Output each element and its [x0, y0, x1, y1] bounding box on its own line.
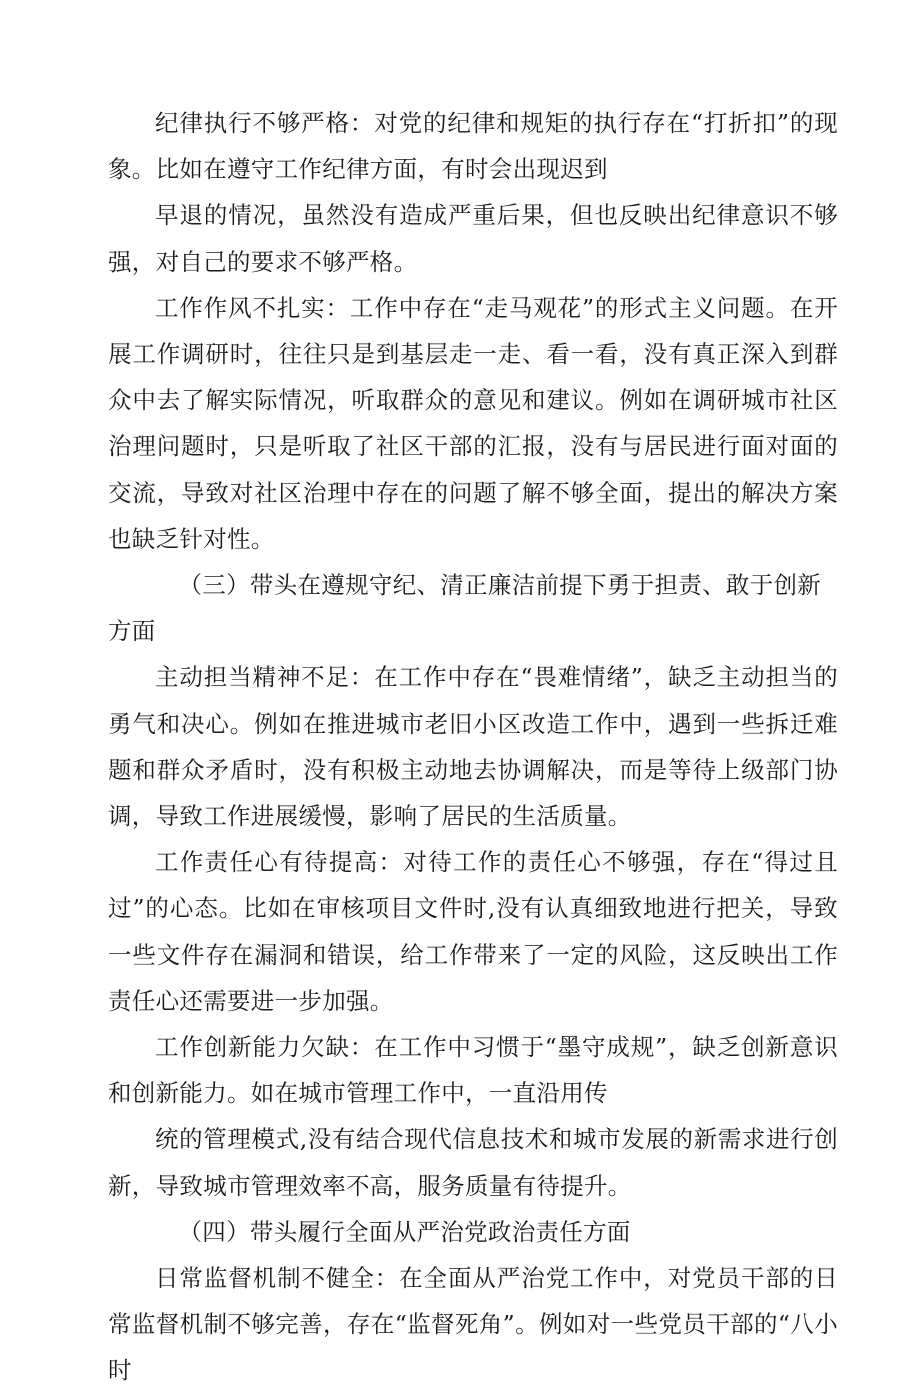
paragraph-discipline-1: 纪律执行不够严格：对党的纪律和规矩的执行存在“打折扣”的现象。比如在遵守工作纪律方面，有时会出现迟到	[108, 109, 838, 184]
section-heading-4: （四）带头履行全面从严治党政治责任方面	[178, 1217, 631, 1246]
paragraph-innovation-1: 工作创新能力欠缺：在工作中习惯于“墨守成规”，缺乏创新意识和创新能力。如在城市管理工作中，一直沿用传	[108, 1033, 838, 1108]
document-body	[108, 100, 838, 1394]
paragraph-responsibility: 工作责任心有待提高：对待工作的责任心不够强，存在“得过且过”的心态。比如在审核项目文件时,没有认真细致地进行把关，导致一些文件存在漏洞和错误，给工作带来了一定的风险，这反映出工作责任心还需要进一步加强。	[108, 848, 838, 1015]
paragraph-work-style: 工作作风不扎实：工作中存在“走马观花”的形式主义问题。在开展工作调研时，往往只是到基层走一走、看一看，没有真正深入到群众中去了解实际情况，听取群众的意见和建议。例如在调研城市社区治理问题时，只是听取了社区干部的汇报，没有与居民进行面对面的交流，导致对社区治理中存在的问题了解不够全面，提出的解决方案也缺乏针对性。	[108, 293, 838, 553]
paragraph-initiative: 主动担当精神不足：在工作中存在“畏难情绪”，缺乏主动担当的勇气和决心。例如在推进城市老旧小区改造工作中，遇到一些拆迁难题和群众矛盾时，没有积极主动地去协调解决，而是等待上级部门协调，导致工作进展缓慢，影响了居民的生活质量。	[108, 663, 838, 831]
paragraph-supervision: 日常监督机制不健全：在全面从严治党工作中，对党员干部的日常监督机制不够完善，存在“监督死角”。例如对一些党员干部的“八小时	[108, 1264, 838, 1385]
paragraph-innovation-2: 统的管理模式,没有结合现代信息技术和城市发展的新需求进行创新，导致城市管理效率不高，服务质量有待提升。	[108, 1125, 838, 1200]
section-heading-3: （三）带头在遵规守纪、清正廉洁前提下勇于担责、敢于创新方面	[108, 571, 822, 646]
paragraph-discipline-2: 早退的情况，虽然没有造成严重后果，但也反映出纪律意识不够强，对自己的要求不够严格。	[108, 201, 838, 276]
